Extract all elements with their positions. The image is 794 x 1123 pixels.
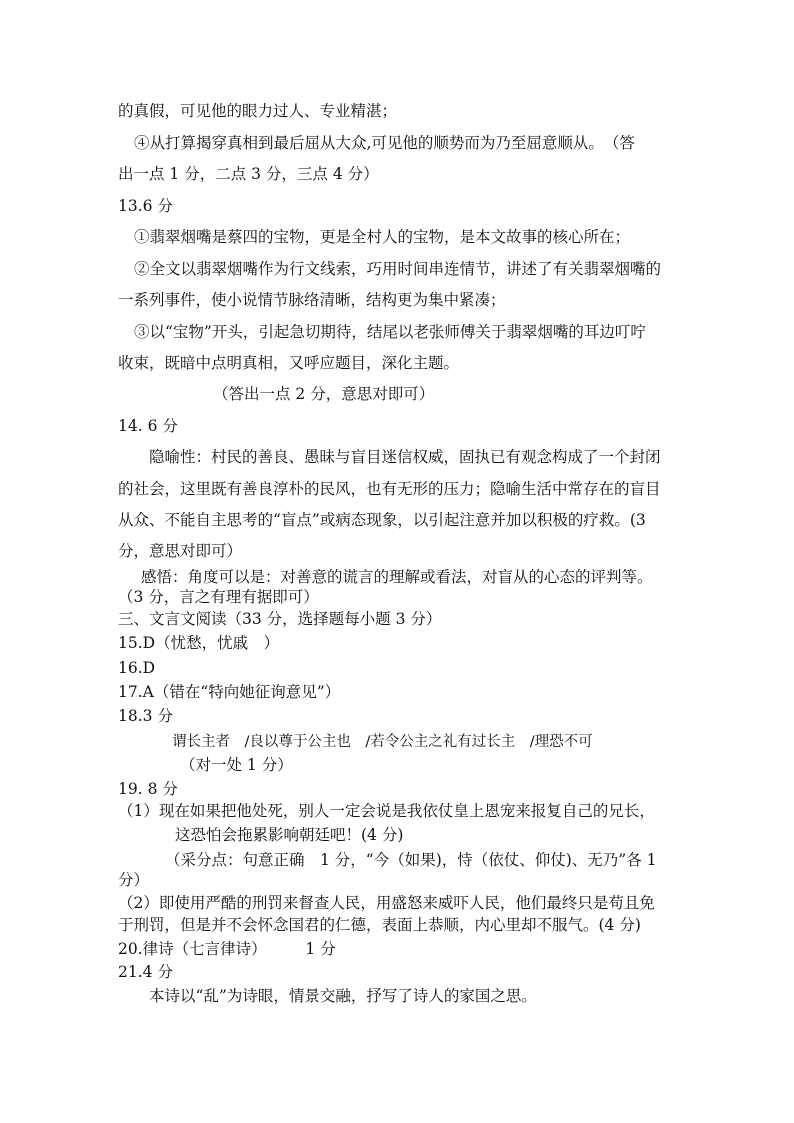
scoring-note: （采分点：句意正确 1 分，“今（如果)，恃（依仗、仰仗)、无乃”各 1 (165, 851, 657, 869)
text-line: 收束，既暗中点明真相，又呼应题目，深化主题。 (118, 354, 460, 372)
text-line: ②全文以翡翠烟嘴作为行文线索，巧用时间串连情节，讲述了有关翡翠烟嘴的 (134, 260, 662, 278)
answer-line: 16.D (118, 659, 156, 677)
scoring-note: （答出一点 2 分，意思对即可） (213, 385, 435, 403)
text-line: ④从打算揭穿真相到最后屈从大众,可见他的顺势而为乃至屈意顺从。 （答 (134, 134, 635, 152)
scoring-note: （对一处 1 分） (180, 756, 293, 774)
section-heading: 三、文言文阅读（33 分，选择题每小题 3 分） (118, 610, 442, 628)
text-line: （2）即使用严酷的刑罚来督查人民，用盛怒来威吓人民，他们最终只是苟且免 (118, 894, 655, 912)
text-line: ③以“宝物”开头，引起急切期待，结尾以老张师傅关于翡翠烟嘴的耳边叮咛 (134, 323, 646, 341)
question-number: 18.3 分 (118, 707, 173, 725)
answer-line: 20.律诗（七言律诗） 1 分 (118, 940, 336, 958)
text-line: 的真假，可见他的眼力过人、专业精湛； (118, 102, 398, 120)
scoring-note: 分） (118, 871, 150, 889)
text-line: 出一点 1 分，二点 3 分，三点 4 分） (118, 165, 379, 183)
text-line: 隐喻性：村民的善良、愚昧与盲目迷信权威，固执已有观念构成了一个封闭 (149, 448, 661, 466)
text-line: 的社会，这里既有善良淳朴的民风，也有无形的压力；隐喻生活中常存在的盲目 (118, 480, 661, 498)
text-line: ①翡翠烟嘴是蔡四的宝物，更是全村人的宝物，是本文故事的核心所在； (134, 228, 631, 246)
text-line: 感悟：角度可以是：对善意的谎言的理解或看法，对盲从的心态的评判等。 (141, 568, 653, 586)
question-number: 21.4 分 (118, 963, 173, 981)
text-line: 于刑罚，但是并不会怀念国君的仁德，表面上恭顺，内心里却不服气。(4 分) (118, 916, 641, 934)
text-line: 从众、不能自主思考的“盲点”或病态现象，以引起注意并加以积极的疗救。(3 (118, 511, 646, 529)
question-number: 14. 6 分 (118, 417, 178, 435)
answer-line: 17.A（错在“特向她征询意见”） (118, 683, 341, 701)
question-number: 13.6 分 (118, 197, 173, 215)
answer-line: 15.D（忧愁，忧戚 ） (118, 634, 280, 652)
text-line: 一系列事件，使小说情节脉络清晰，结构更为集中紧凑； (118, 291, 506, 309)
sentence-segmentation: 谓长主者 /良以尊于公主也 /若令公主之礼有过长主 /理恐不可 (172, 734, 593, 750)
text-line: （1）现在如果把他处死，别人一定会说是我依仗皇上恩宠来报复自己的兄长， (118, 802, 655, 820)
text-line: 这恐怕会拖累影响朝廷吧！(4 分) (175, 826, 404, 844)
text-line: 本诗以“乱”为诗眼，情景交融，抒写了诗人的家国之思。 (149, 987, 537, 1005)
text-line: 分，意思对即可） (118, 542, 243, 560)
text-line: （3 分，言之有理有据即可） (118, 588, 319, 606)
question-number: 19. 8 分 (118, 780, 178, 798)
